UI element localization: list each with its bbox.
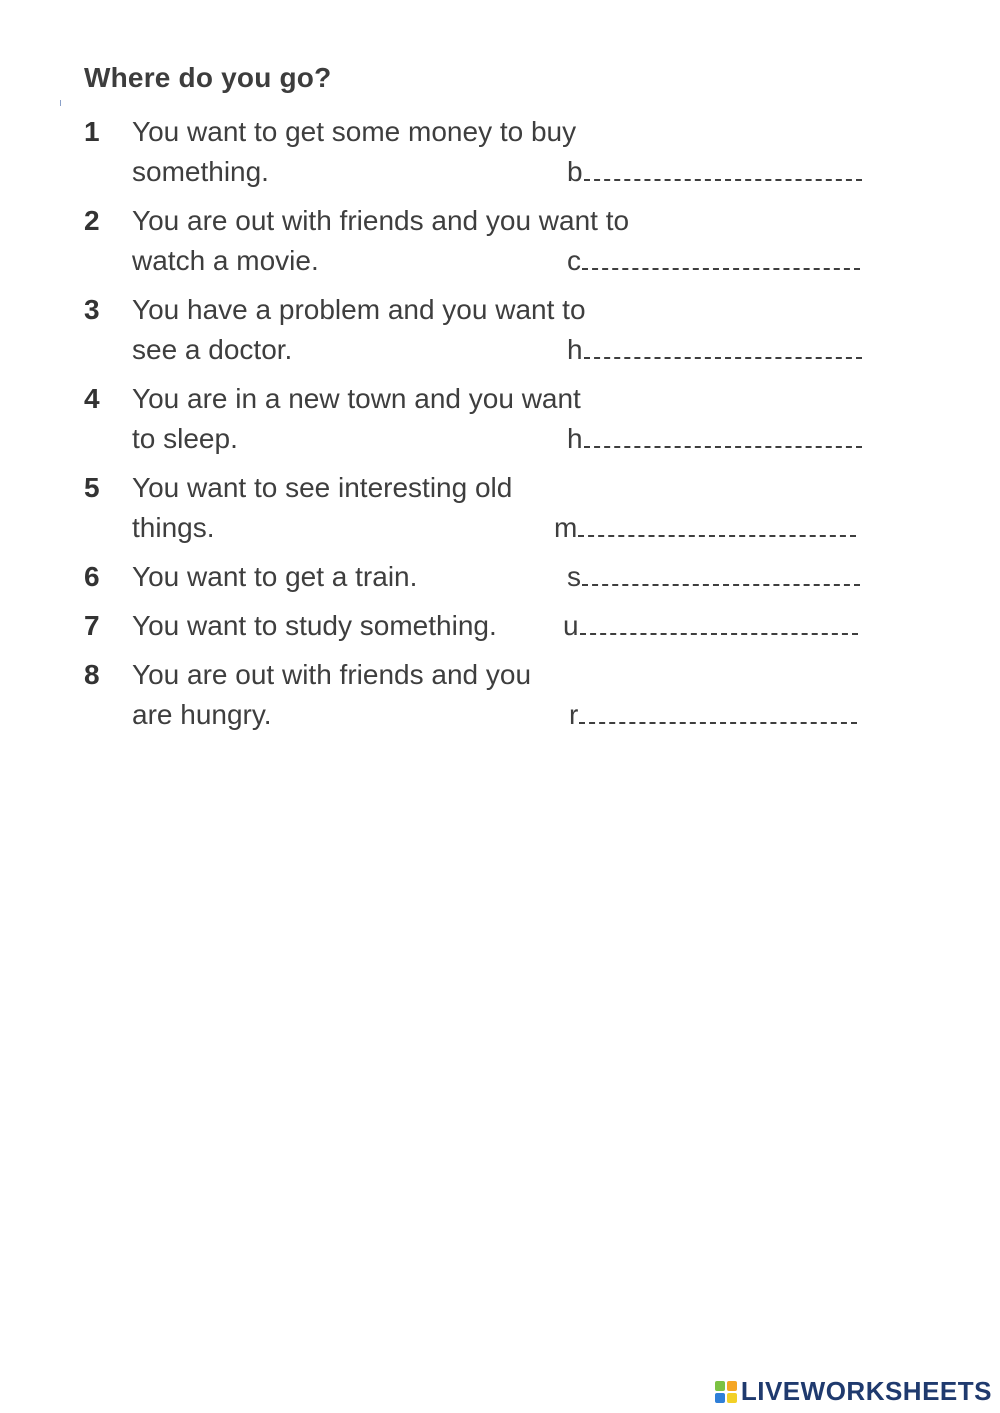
answer-hint-letter: c <box>567 245 581 276</box>
answer-hint-letter: s <box>567 561 581 592</box>
question-text-line1: You are in a new town and you want <box>132 383 581 414</box>
question-number: 1 <box>84 116 100 147</box>
answer-field[interactable] <box>563 606 858 646</box>
logo-tile <box>715 1381 725 1391</box>
question-number: 2 <box>84 205 100 236</box>
logo-tile <box>715 1393 725 1403</box>
question-text-line1: You want to get a train. <box>132 561 418 592</box>
answer-blank[interactable] <box>584 178 862 181</box>
question-number: 4 <box>84 383 100 414</box>
logo-tile <box>727 1381 737 1391</box>
question-text-line1: You want to study something. <box>132 610 497 641</box>
liveworksheets-logo[interactable] <box>715 1376 992 1407</box>
question-text-line1: You want to get some money to buy <box>132 116 577 147</box>
answer-blank[interactable] <box>582 583 860 586</box>
answer-field[interactable] <box>567 241 860 281</box>
question-text-line1: You want to see interesting old <box>132 472 513 503</box>
answer-field[interactable] <box>567 330 862 370</box>
answer-blank[interactable] <box>584 356 862 359</box>
answer-blank[interactable] <box>580 632 858 635</box>
question-text-line1: You are out with friends and you want to <box>132 205 630 236</box>
answer-field[interactable] <box>569 695 857 735</box>
answer-hint-letter: h <box>567 334 583 365</box>
question-number: 8 <box>84 659 100 690</box>
answer-field[interactable] <box>567 419 862 459</box>
answer-field[interactable] <box>554 508 856 548</box>
answer-blank[interactable] <box>579 721 857 724</box>
question-number: 6 <box>84 561 100 592</box>
answer-blank[interactable] <box>584 445 862 448</box>
logo-tiles-icon <box>715 1381 737 1403</box>
answer-blank[interactable] <box>582 267 860 270</box>
answer-blank[interactable] <box>578 534 856 537</box>
answer-hint-letter: r <box>569 699 579 730</box>
margin-mark <box>60 100 61 106</box>
question-text-line2: see a doctor. <box>132 334 293 365</box>
question-number: 5 <box>84 472 100 503</box>
logo-text: LIVEWORKSHEETS <box>740 1376 992 1406</box>
answer-hint-letter: h <box>567 423 583 454</box>
question-text-line2: are hungry. <box>132 699 272 730</box>
question-text-line2: watch a movie. <box>132 245 319 276</box>
answer-field[interactable] <box>567 557 860 597</box>
question-text-line2: things. <box>132 512 215 543</box>
page-title: Where do you go? <box>84 62 332 93</box>
answer-field[interactable] <box>567 152 862 192</box>
question-text-line1: You have a problem and you want to <box>132 294 586 325</box>
question-number: 7 <box>84 610 100 641</box>
question-text-line1: You are out with friends and you <box>132 659 532 690</box>
question-number: 3 <box>84 294 100 325</box>
answer-hint-letter: u <box>563 610 579 641</box>
answer-hint-letter: m <box>554 512 578 543</box>
question-text-line2: to sleep. <box>132 423 238 454</box>
question-text-line2: something. <box>132 156 269 187</box>
logo-tile <box>727 1393 737 1403</box>
answer-hint-letter: b <box>567 156 583 187</box>
